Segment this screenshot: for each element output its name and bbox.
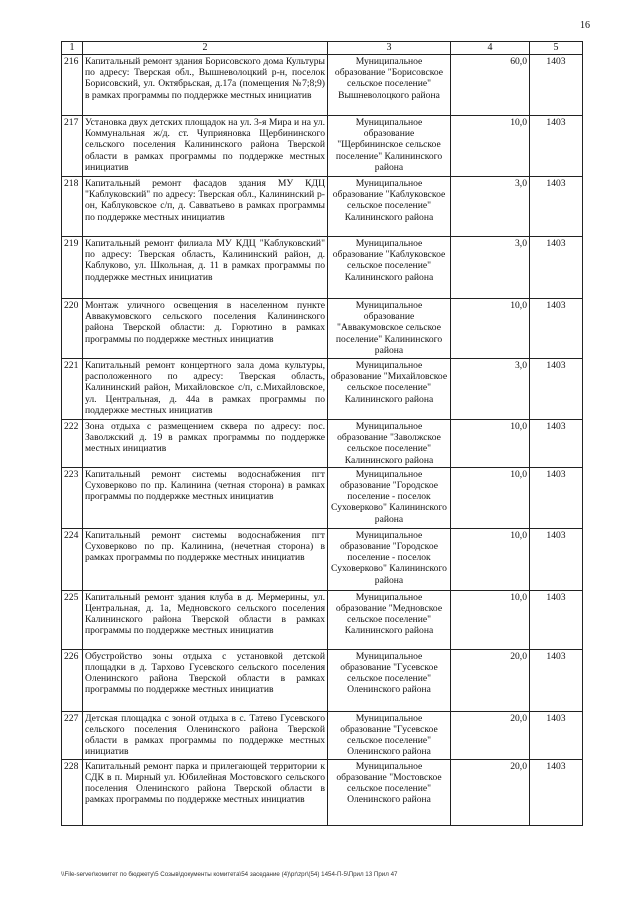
row-number: 219: [62, 237, 83, 299]
amount-value: 10,0: [451, 590, 530, 649]
column-header: 4: [451, 42, 530, 55]
municipality: Муниципальное образование "Гусевское сельское поселение" Оленинского района: [328, 649, 451, 711]
work-description: Капитальный ремонт системы водоснабжения пгт Суховерково по пр. Калинина, (нечетная сторона) в рамках программы по поддержке местных инициатив: [83, 528, 328, 590]
amount-value: 20,0: [451, 711, 530, 759]
amount-value: 10,0: [451, 420, 530, 468]
work-description: Установка двух детских площадок на ул. 3-я Мира и на ул. Коммунальная ж/д. ст. Чуприяновка Щербининского сельского поселения Калининского района Тверской области в рамках программы по поддержке местных инициатив: [83, 116, 328, 177]
amount-value: 10,0: [451, 116, 530, 177]
row-number: 228: [62, 759, 83, 825]
amount-value: 20,0: [451, 649, 530, 711]
work-description: Зона отдыха с размещением сквера по адресу: пос. Заволжский д. 19 в рамках программы по поддержке местных инициатив: [83, 420, 328, 468]
table-row: [62, 528, 583, 590]
municipality: Муниципальное образование "Мостовское сельское поселение" Оленинского района: [328, 759, 451, 825]
amount-value: 3,0: [451, 177, 530, 237]
table-row: [62, 420, 583, 468]
column-header: 1: [62, 42, 83, 55]
table-row: [62, 55, 583, 116]
municipality: Муниципальное образование "Аввакумовское сельское поселение" Калининского района: [328, 299, 451, 359]
amount-value: 10,0: [451, 299, 530, 359]
table-row: [62, 299, 583, 359]
work-description: Капитальный ремонт здания Борисовского дома Культуры по адресу: Тверская обл., Вышневолоцкий р-н, поселок Борисовский, ул. Октябрьская, д.17а (помещения №7;8;9) в рамках программы по поддержке местных инициатив: [83, 55, 328, 116]
municipality: Муниципальное образование "Городское поселение - поселок Суховерково" Калининского района: [328, 528, 451, 590]
budget-code: 1403: [530, 528, 583, 590]
amount-value: 10,0: [451, 467, 530, 528]
table-row: [62, 590, 583, 649]
budget-code: 1403: [530, 116, 583, 177]
municipality: Муниципальное образование "Медновское сельское поселение" Калининского района: [328, 590, 451, 649]
work-description: Детская площадка с зоной отдыха в с. Татево Гусевского сельского поселения Оленинского района Тверской области в рамках программы по поддержке местных инициатив: [83, 711, 328, 759]
work-description: Капитальный ремонт здания клуба в д. Мермерины, ул. Центральная, д. 1а, Медновского сельского поселения Калининского района Тверской области в рамках программы по поддержке местных инициатив: [83, 590, 328, 649]
table-row: [62, 177, 583, 237]
row-number: 225: [62, 590, 83, 649]
row-number: 226: [62, 649, 83, 711]
work-description: Капитальный ремонт системы водоснабжения пгт Суховерково по пр. Калинина (четная сторона) в рамках программы по поддержке местных инициатив: [83, 467, 328, 528]
amount-value: 10,0: [451, 528, 530, 590]
amount-value: 60,0: [451, 55, 530, 116]
budget-code: 1403: [530, 759, 583, 825]
row-number: 218: [62, 177, 83, 237]
table-row: [62, 467, 583, 528]
budget-code: 1403: [530, 237, 583, 299]
budget-code: 1403: [530, 55, 583, 116]
work-description: Капитальный ремонт парка и прилегающей территории к СДК в п. Мирный ул. Юбилейная Мостовского сельского поселения Оленинского района Тверской области в рамках программы по поддержке местных инициатив: [83, 759, 328, 825]
row-number: 224: [62, 528, 83, 590]
row-number: 217: [62, 116, 83, 177]
work-description: Монтаж уличного освещения в населенном пункте Аввакумовского сельского поселения Калининского района Тверской области: д. Горютино в рамках программы по поддержке местных инициатив: [83, 299, 328, 359]
column-header: 3: [328, 42, 451, 55]
municipality: Муниципальное образование "Каблуковское сельское поселение" Калининского района: [328, 237, 451, 299]
table-row: [62, 649, 583, 711]
row-number: 223: [62, 467, 83, 528]
page-number: 16: [580, 20, 590, 31]
budget-code: 1403: [530, 359, 583, 420]
row-number: 216: [62, 55, 83, 116]
municipality: Муниципальное образование "Щербининское сельское поселение" Калининского района: [328, 116, 451, 177]
budget-code: 1403: [530, 299, 583, 359]
table-header-row: [62, 42, 583, 55]
row-number: 220: [62, 299, 83, 359]
amount-value: 3,0: [451, 359, 530, 420]
table-row: [62, 711, 583, 759]
municipality: Муниципальное образование "Михайловское сельское поселение" Калининского района: [328, 359, 451, 420]
column-header: 2: [83, 42, 328, 55]
budget-code: 1403: [530, 177, 583, 237]
budget-table: [61, 41, 583, 826]
municipality: Муниципальное образование "Городское поселение - поселок Суховерково" Калининского района: [328, 467, 451, 528]
municipality: Муниципальное образование "Заволжское сельское поселение" Калининского района: [328, 420, 451, 468]
table-row: [62, 237, 583, 299]
file-path-footer: \\File-server\комитет по бюджету\5 Созыв\документы комитета\54 заседание (4)\pr\zpr\(54) 1454-П-5\Прил 13 Прил 47: [61, 871, 398, 878]
column-header: 5: [530, 42, 583, 55]
amount-value: 20,0: [451, 759, 530, 825]
table-row: [62, 116, 583, 177]
row-number: 221: [62, 359, 83, 420]
work-description: Капитальный ремонт фасадов здания МУ КДЦ "Каблуковский" по адресу: Тверская обл., Калининский р-он, Каблуковское с/п, д. Савватьево в рамках программы по поддержке местных инициатив: [83, 177, 328, 237]
table-row: [62, 759, 583, 825]
budget-code: 1403: [530, 420, 583, 468]
budget-code: 1403: [530, 590, 583, 649]
row-number: 222: [62, 420, 83, 468]
budget-code: 1403: [530, 711, 583, 759]
municipality: Муниципальное образование "Гусевское сельское поселение" Оленинского района: [328, 711, 451, 759]
budget-code: 1403: [530, 649, 583, 711]
amount-value: 3,0: [451, 237, 530, 299]
row-number: 227: [62, 711, 83, 759]
municipality: Муниципальное образование "Каблуковское сельское поселение" Калининского района: [328, 177, 451, 237]
work-description: Капитальный ремонт концертного зала дома культуры, расположенного по адресу: Тверская область, Калининский район, Михайловское с/п, с.Михайловское, ул. Центральная, д. 44а в рамках программы по поддержке местных инициатив: [83, 359, 328, 420]
work-description: Обустройство зоны отдыха с установкой детской площадки в д. Тархово Гусевского сельского поселения Оленинского района Тверской области в рамках программы по поддержке местных инициатив: [83, 649, 328, 711]
budget-code: 1403: [530, 467, 583, 528]
municipality: Муниципальное образование "Борисовское сельское поселение" Вышневолоцкого района: [328, 55, 451, 116]
table-row: [62, 359, 583, 420]
work-description: Капитальный ремонт филиала МУ КДЦ "Каблуковский" по адресу: Тверская область, Калининский район, д. Каблуково, ул. Школьная, д. 11 в рамках программы по поддержке местных инициатив: [83, 237, 328, 299]
